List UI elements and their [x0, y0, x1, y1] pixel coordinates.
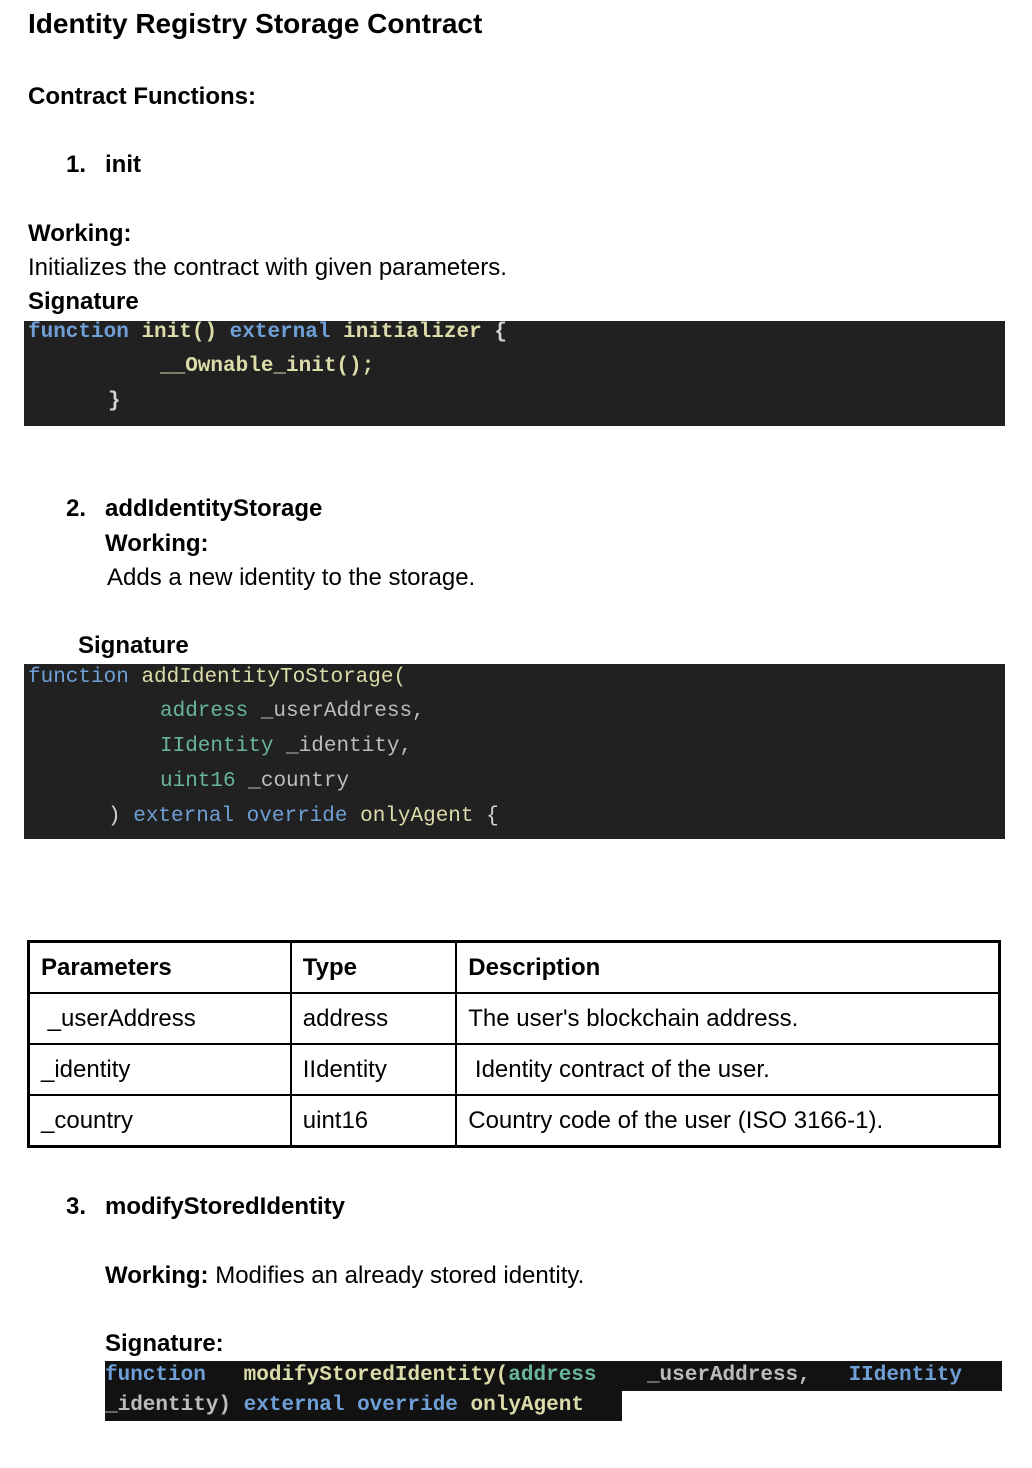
- code-param: _userAddress,: [260, 700, 425, 723]
- code-param: _country: [248, 770, 350, 793]
- function-2-working-label: Working:: [105, 530, 209, 557]
- code-override: override: [246, 805, 348, 828]
- code-modifier: onlyAgent: [360, 805, 474, 828]
- code-line-1: [28, 666, 406, 689]
- code-external: external: [229, 321, 331, 344]
- description-cell: The user's blockchain address.: [456, 993, 999, 1044]
- function-2-signature-label: Signature: [78, 632, 189, 659]
- code-external: external: [243, 1394, 345, 1417]
- table-row: [29, 1044, 1000, 1095]
- code-line-2: [160, 700, 425, 723]
- header-parameters: Parameters: [29, 942, 291, 994]
- table-row: [29, 1095, 1000, 1147]
- code-modifier: onlyAgent: [470, 1394, 584, 1417]
- function-1-working-text: Initializes the contract with given parameters.: [28, 254, 507, 281]
- code-paren: ): [108, 805, 121, 828]
- code-param: _identity,: [286, 735, 413, 758]
- function-3-signature-label: Signature:: [105, 1330, 224, 1357]
- code-line-1: [28, 321, 507, 344]
- code-line-5: [108, 805, 499, 828]
- code-line-2: __Ownable_init();: [160, 355, 375, 378]
- code-keyword: function: [28, 666, 129, 689]
- code-external: external: [133, 805, 235, 828]
- header-description: Description: [456, 942, 999, 994]
- type-cell: uint16: [291, 1095, 456, 1147]
- param-cell: _identity: [29, 1044, 291, 1095]
- function-3-working-text: Modifies an already stored identity.: [208, 1262, 585, 1289]
- table-header-row: [29, 942, 1000, 994]
- function-3-code-line-1: [105, 1361, 1002, 1391]
- code-type: IIdentity: [848, 1364, 962, 1387]
- code-keyword: function: [105, 1364, 206, 1387]
- param-cell: _country: [29, 1095, 291, 1147]
- description-cell: Identity contract of the user.: [456, 1044, 999, 1095]
- function-2-working-text: Adds a new identity to the storage.: [107, 564, 476, 591]
- code-function-name: modifyStoredIdentity(: [243, 1364, 509, 1387]
- code-line-4: [160, 770, 349, 793]
- function-3-name: modifyStoredIdentity: [105, 1193, 346, 1220]
- code-keyword: function: [28, 321, 129, 344]
- code-param: _userAddress,: [646, 1364, 811, 1387]
- table-row: [29, 993, 1000, 1044]
- code-function-name: init(): [141, 321, 218, 344]
- function-3-working: [105, 1262, 584, 1290]
- function-1-code-block: [24, 321, 1005, 426]
- code-type: address: [160, 700, 249, 723]
- type-cell: IIdentity: [291, 1044, 456, 1095]
- code-brace: {: [486, 805, 499, 828]
- page-title: Identity Registry Storage Contract: [28, 8, 483, 39]
- header-type: Type: [291, 942, 456, 994]
- type-cell: address: [291, 993, 456, 1044]
- code-type: uint16: [160, 770, 236, 793]
- function-3-working-label: Working:: [105, 1262, 209, 1289]
- code-type: address: [508, 1364, 597, 1387]
- code-override: override: [357, 1394, 458, 1417]
- parameters-table: [27, 940, 1001, 1148]
- code-line-3: [160, 735, 412, 758]
- function-1-signature-label: Signature: [28, 288, 139, 315]
- function-1-number: 1.: [66, 151, 87, 178]
- code-type: IIdentity: [160, 735, 274, 758]
- code-brace: {: [494, 321, 507, 344]
- function-3-code-line-2: [105, 1391, 622, 1421]
- functions-heading: Contract Functions:: [28, 83, 256, 110]
- code-line-3: }: [108, 390, 121, 413]
- function-2-number: 2.: [66, 495, 87, 522]
- function-2-code-block: [24, 664, 1005, 839]
- code-modifier: initializer: [343, 321, 482, 344]
- function-1-working-label: Working:: [28, 220, 132, 247]
- function-2-name: addIdentityStorage: [105, 495, 323, 522]
- code-function-name: addIdentityToStorage(: [141, 666, 407, 689]
- param-cell: _userAddress: [29, 993, 291, 1044]
- function-3-number: 3.: [66, 1193, 87, 1220]
- code-param: _identity): [105, 1394, 232, 1417]
- description-cell: Country code of the user (ISO 3166-1).: [456, 1095, 999, 1147]
- function-1-name: init: [105, 151, 141, 178]
